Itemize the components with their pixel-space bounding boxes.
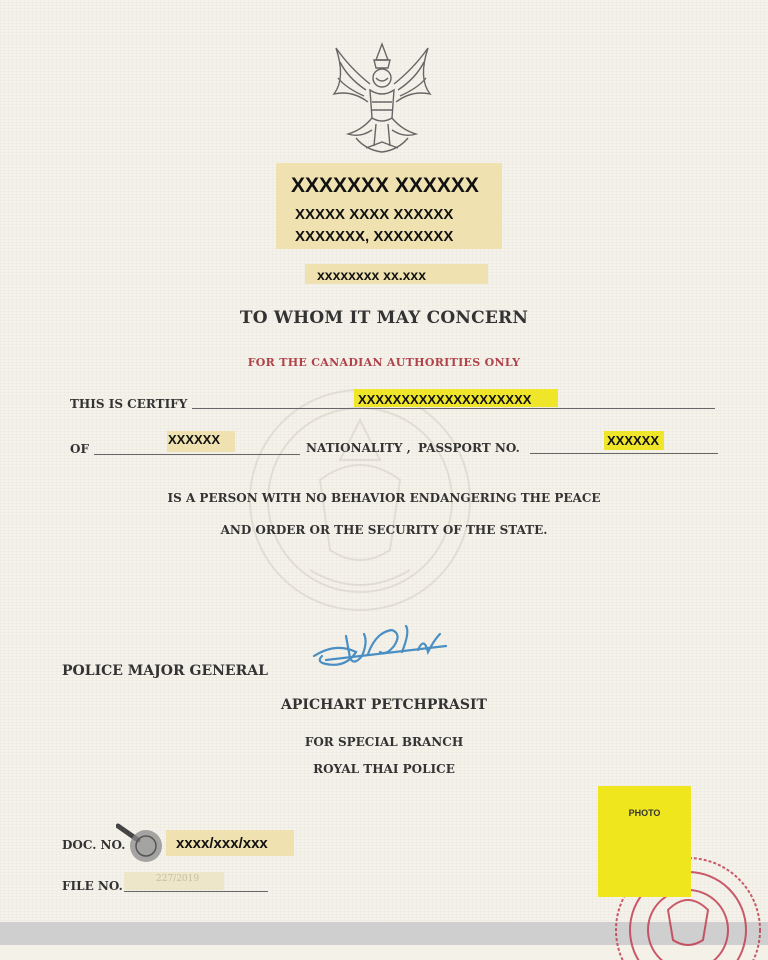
of-value: XXXXXX bbox=[168, 432, 221, 447]
signatory-rank: POLICE MAJOR GENERAL bbox=[62, 663, 268, 679]
issuer-address-line-2: XXXXXXX, XXXXXXXX bbox=[295, 228, 454, 245]
file-no-value: 227/2019 bbox=[156, 874, 200, 884]
photo-placeholder bbox=[598, 786, 691, 897]
statement-line-2: AND ORDER OR THE SECURITY OF THE STATE. bbox=[220, 523, 548, 537]
file-no-label: FILE NO. bbox=[62, 879, 123, 893]
certified-person-name: XXXXXXXXXXXXXXXXXXXX bbox=[358, 392, 532, 407]
nationality-label: NATIONALITY , bbox=[306, 441, 411, 455]
certify-label: THIS IS CERTIFY bbox=[70, 397, 188, 411]
passport-number: XXXXXX bbox=[607, 433, 660, 448]
signatory-name: APICHART PETCHPRASIT bbox=[281, 697, 487, 713]
of-label: OF bbox=[70, 442, 89, 456]
issuer-address-line-1: XXXXX XXXX XXXXXX bbox=[295, 206, 454, 223]
signatory-unit-2: ROYAL THAI POLICE bbox=[313, 762, 455, 776]
of-underline bbox=[94, 454, 300, 455]
signature-image bbox=[306, 612, 456, 672]
statement-line-1: IS A PERSON WITH NO BEHAVIOR ENDANGERING THE PEACE bbox=[167, 491, 601, 505]
issue-date: xxxxxxxx xx.xxx bbox=[317, 267, 426, 283]
photo-label: PHOTO bbox=[628, 808, 661, 818]
signatory-unit-1: FOR SPECIAL BRANCH bbox=[304, 735, 464, 749]
passport-underline bbox=[530, 453, 718, 454]
doc-no-value: xxxx/xxx/xxx bbox=[176, 835, 268, 852]
doc-no-label: DOC. NO. bbox=[62, 838, 126, 852]
certify-underline bbox=[192, 408, 715, 409]
passport-label: PASSPORT NO. bbox=[418, 441, 520, 455]
authority-note: FOR THE CANADIAN AUTHORITIES ONLY bbox=[247, 356, 521, 369]
stamp-icon bbox=[116, 822, 168, 866]
issuer-title: XXXXXXX XXXXXX bbox=[291, 174, 479, 197]
garuda-emblem-icon bbox=[326, 38, 438, 156]
file-no-underline bbox=[124, 891, 268, 892]
document-heading: TO WHOM IT MAY CONCERN bbox=[239, 308, 529, 328]
